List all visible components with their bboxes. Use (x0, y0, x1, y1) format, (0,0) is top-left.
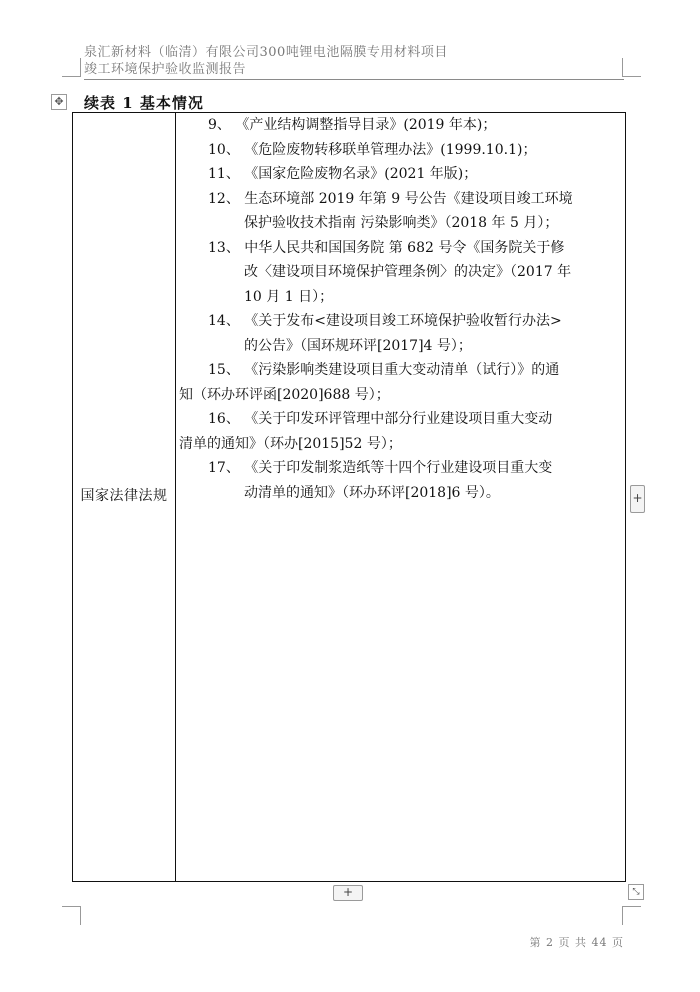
regulation-line: 的公告》（国环规环评[2017]4 号）； (244, 337, 472, 354)
regulation-line: 12、 生态环境部 2019 年第 9 号公告《建设项目竣工环境 (208, 190, 573, 207)
regulation-line: 11、 《国家危险废物名录》(2021 年版)； (208, 166, 478, 182)
basic-info-table (72, 112, 626, 882)
margin-corner-top-right (622, 58, 641, 77)
regulation-line: 知（环办环评函[2020]688 号）； (179, 386, 390, 403)
regulation-line: 保护验收技术指南 污染影响类》（2018 年 5 月）； (244, 215, 559, 231)
page-number: 第 2 页 共 44 页 (529, 936, 624, 949)
regulations-list (177, 113, 625, 505)
regulation-line: 13、 中华人民共和国国务院 第 682 号令《国务院关于修 (208, 239, 565, 256)
regulation-item-11 (177, 162, 625, 187)
regulation-item-9 (177, 113, 625, 138)
table-row-label: 国家法律法规 (80, 488, 168, 504)
regulation-line: 动清单的通知》（环办环评[2018]6 号）。 (244, 484, 500, 501)
add-row-button[interactable]: + (333, 885, 363, 901)
table-resize-handle-icon[interactable]: ⤡ (628, 884, 644, 900)
regulation-line: 16、 《关于印发环评管理中部分行业建设项目重大变动 (208, 411, 553, 427)
margin-corner-bottom-right (622, 906, 641, 925)
regulation-item-12 (177, 187, 625, 236)
margin-corner-bottom-left (62, 906, 81, 925)
regulation-item-14 (177, 309, 625, 358)
regulation-line: 15、 《污染影响类建设项目重大变动清单（试行）》的通 (208, 362, 560, 378)
margin-corner-top-left (62, 58, 81, 77)
header-company-line: 泉汇新材料（临清）有限公司300吨锂电池隔膜专用材料项目 (84, 45, 448, 60)
table-move-handle-icon[interactable]: ✥ (51, 94, 67, 110)
header-rule (84, 79, 624, 80)
regulation-line: 清单的通知》（环办[2015]52 号）； (179, 435, 402, 452)
regulation-line: 改〈建设项目环境保护管理条例〉的决定》（2017 年 (244, 264, 572, 280)
add-column-button[interactable]: + (630, 485, 645, 513)
regulation-item-17 (177, 456, 625, 505)
regulation-item-10 (177, 138, 625, 163)
table-title: 续表 1 基本情况 (84, 94, 204, 112)
table-column-divider (175, 113, 176, 881)
regulation-line: 9、 《产业结构调整指导目录》(2019 年本)； (208, 117, 497, 133)
regulation-item-13 (177, 236, 625, 310)
regulation-item-15 (177, 358, 625, 407)
regulation-line: 10 月 1 日）； (244, 288, 334, 305)
header-report-line: 竣工环境保护验收监测报告 (84, 62, 247, 77)
regulation-line: 10、 《危险废物转移联单管理办法》(1999.10.1)； (208, 141, 537, 158)
regulation-item-16 (177, 407, 625, 456)
regulation-line: 17、 《关于印发制浆造纸等十四个行业建设项目重大变 (208, 460, 553, 476)
regulation-line: 14、 《关于发布<建设项目竣工环境保护验收暂行办法> (208, 313, 562, 329)
